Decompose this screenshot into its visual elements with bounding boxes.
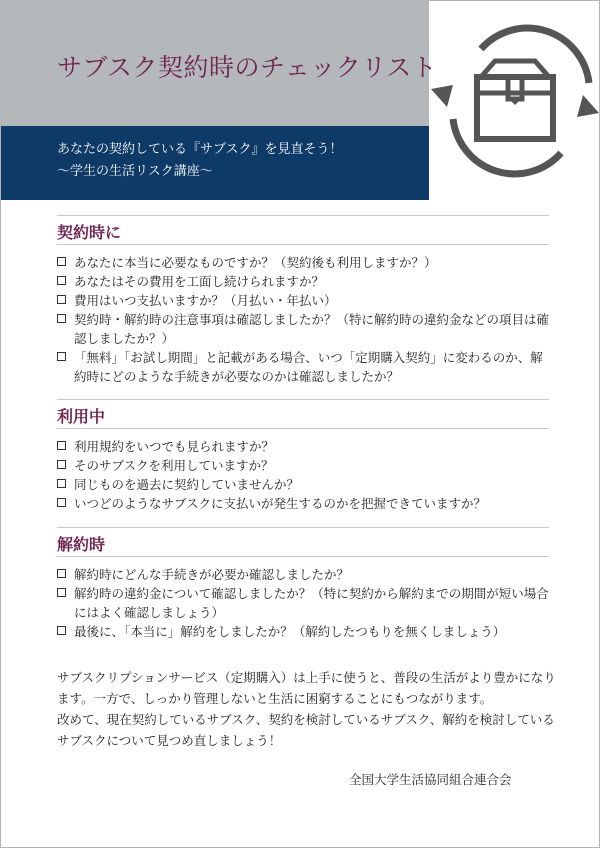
section-header xyxy=(57,527,549,557)
box-cycle-icon xyxy=(429,21,600,181)
subtitle-band xyxy=(1,126,429,200)
checkbox-icon[interactable] xyxy=(57,498,66,507)
subtitle-line-1: あなたの契約している『サブスク』を見直そう！ xyxy=(57,142,343,157)
organization-name: 全国大学生活協同組合連合会 xyxy=(349,772,512,787)
checkbox-icon[interactable] xyxy=(57,569,66,578)
checkbox-icon[interactable] xyxy=(57,626,66,635)
section-at-contract xyxy=(57,215,549,386)
title-band xyxy=(1,1,438,126)
checkbox-icon[interactable] xyxy=(57,276,66,285)
checklist-item-text: 同じものを過去に契約していませんか？ xyxy=(74,477,300,492)
checkbox-icon[interactable] xyxy=(57,479,66,488)
checklist-item xyxy=(57,494,549,513)
section-title: 解約時 xyxy=(57,535,106,554)
checklist-item xyxy=(57,584,549,622)
checklist-item-text: あなたに本当に必要なものですか？（契約後も利用しますか？） xyxy=(74,255,437,270)
checklist-item xyxy=(57,622,549,641)
checklist-item xyxy=(57,348,549,386)
checklist-item xyxy=(57,456,549,475)
checklist-item xyxy=(57,253,549,272)
subtitle-line-2: ～学生の生活リスク講座～ xyxy=(57,164,213,179)
checklist-item-text: 費用はいつ支払いますか？（月払い・年払い） xyxy=(74,293,337,308)
checkbox-icon[interactable] xyxy=(57,352,66,361)
checklist-item xyxy=(57,475,549,494)
checkbox-icon[interactable] xyxy=(57,460,66,469)
checklist-item xyxy=(57,310,549,348)
checklist-item-text: 解約時の違約金について確認しましたか？（特に契約から解約までの期間が短い場合にはよく確認しましょう） xyxy=(74,586,549,620)
checklist xyxy=(57,253,549,386)
checklist-item-text: 利用規約をいつでも見られますか？ xyxy=(74,439,275,454)
paragraph-text-1: サブスクリプションサービス（定期購入）は上手に使うと、普段の生活がより豊かになります。一方で、しっかり管理しないと生活に困窮することにもつながります。 xyxy=(57,670,556,706)
checklist-item-text: 「無料」「お試し期間」と記載がある場合、いつ「定期購入契約」に変わるのか、解約時にどのような手続きが必要なのかは確認しましたか？ xyxy=(74,350,543,384)
closing-paragraph xyxy=(57,667,557,751)
checklist-item-text: 最後に、「本当に」解約をしましたか？（解約したつもりを無くしましょう） xyxy=(74,624,506,639)
section-header xyxy=(57,399,549,429)
section-title: 利用中 xyxy=(57,407,106,426)
section-title: 契約時に xyxy=(57,223,122,242)
section-in-use xyxy=(57,399,549,513)
checklist xyxy=(57,437,549,513)
checklist-item-text: 契約時・解約時の注意事項は確認しましたか？（特に解約時の違約金などの項目は確認しましたか？） xyxy=(74,312,550,346)
checkbox-icon[interactable] xyxy=(57,314,66,323)
checklist xyxy=(57,565,549,641)
section-at-cancellation xyxy=(57,527,549,641)
paragraph-text-2: 改めて、現在契約しているサブスク、契約を検討しているサブスク、解約を検討しているサブスクについて見つめ直しましょう！ xyxy=(57,712,555,748)
page-title: サブスク契約時のチェックリスト xyxy=(57,53,438,82)
checkbox-icon[interactable] xyxy=(57,441,66,450)
checklist-item xyxy=(57,437,549,456)
checkbox-icon[interactable] xyxy=(57,295,66,304)
section-header xyxy=(57,215,549,245)
checklist-item xyxy=(57,291,549,310)
checklist-item-text: そのサブスクを利用していますか？ xyxy=(74,458,274,473)
checklist-item-text: あなたはその費用を工面し続けられますか？ xyxy=(74,274,325,289)
checklist-item xyxy=(57,272,549,291)
checklist-item-text: いつどのようなサブスクに支払いが発生するのかを把握できていますか？ xyxy=(74,496,487,511)
checkbox-icon[interactable] xyxy=(57,257,66,266)
checklist-item xyxy=(57,565,549,584)
checkbox-icon[interactable] xyxy=(57,588,66,597)
checklist-item-text: 解約時にどんな手続きが必要か確認しましたか？ xyxy=(74,567,350,582)
